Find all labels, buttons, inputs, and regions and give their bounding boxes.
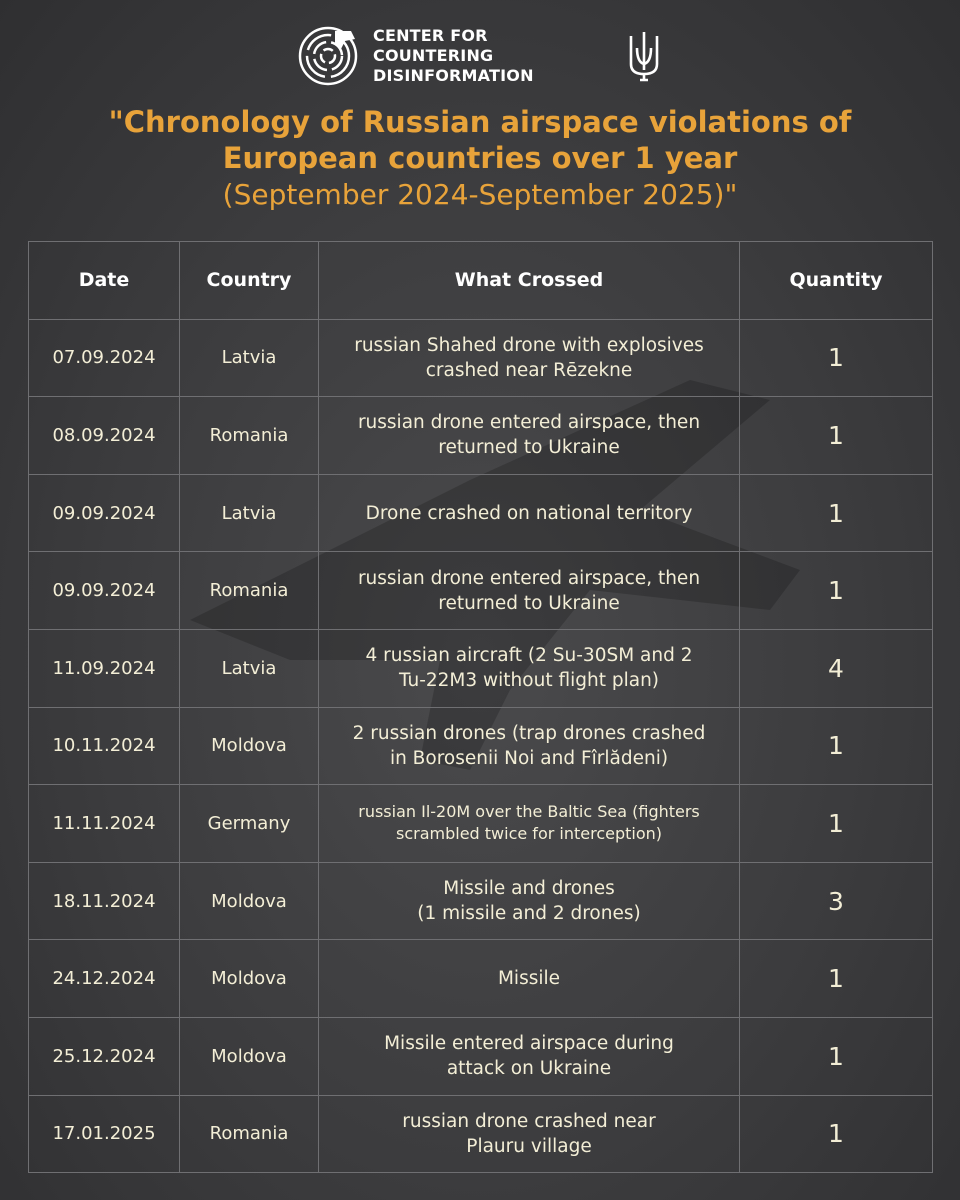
- cell-date: 08.09.2024: [29, 397, 180, 475]
- cell-quantity: 1: [740, 785, 933, 863]
- what-line2: returned to Ukraine: [438, 437, 620, 459]
- what-line2: crashed near Rēzekne: [425, 359, 633, 381]
- table-row: [29, 785, 933, 863]
- header-what-crossed: What Crossed: [319, 242, 740, 320]
- header-quantity: Quantity: [740, 242, 933, 320]
- cell-what-crossed: [319, 940, 740, 1018]
- cell-country: Latvia: [180, 319, 319, 397]
- what-line1: 2 russian drones (trap drones crashed: [352, 722, 706, 744]
- what-line1: russian drone entered airspace, then: [357, 412, 701, 434]
- what-line1: Missile: [497, 968, 561, 990]
- cell-quantity: 4: [740, 629, 933, 707]
- table-row: [29, 552, 933, 630]
- cell-date: 07.09.2024: [29, 319, 180, 397]
- cell-what-crossed: [319, 629, 740, 707]
- cell-what-crossed: [319, 1017, 740, 1095]
- cell-date: 11.09.2024: [29, 629, 180, 707]
- header: [0, 26, 960, 86]
- what-line1: russian Shahed drone with explosives: [354, 334, 704, 356]
- cell-date: 24.12.2024: [29, 940, 180, 1018]
- title-line2: European countries over 1 year: [222, 141, 738, 175]
- cell-country: Germany: [180, 785, 319, 863]
- cell-quantity: 3: [740, 862, 933, 940]
- cell-country: Latvia: [180, 629, 319, 707]
- header-date: Date: [29, 242, 180, 320]
- cell-what-crossed: [319, 1095, 740, 1173]
- title-line1: "Chronology of Russian airspace violations of: [108, 105, 852, 139]
- cell-what-crossed: [319, 785, 740, 863]
- table-row: [29, 397, 933, 475]
- cell-quantity: 1: [740, 940, 933, 1018]
- table-row: [29, 1017, 933, 1095]
- cell-date: 10.11.2024: [29, 707, 180, 785]
- cell-what-crossed: [319, 474, 740, 552]
- org-name-line1: CENTER FOR COUNTERING: [373, 26, 494, 65]
- what-line2: Tu-22M3 without flight plan): [398, 670, 660, 692]
- what-line1: russian Il-20M over the Baltic Sea (fighters: [358, 802, 700, 822]
- header-country: Country: [180, 242, 319, 320]
- what-line2: in Borosenii Noi and Fîrlădeni): [389, 747, 669, 769]
- table-row: [29, 629, 933, 707]
- organization-name: [373, 26, 609, 86]
- cell-what-crossed: [319, 319, 740, 397]
- table-row: [29, 1095, 933, 1173]
- cell-date: 09.09.2024: [29, 474, 180, 552]
- what-line1: Missile entered airspace during: [384, 1033, 674, 1055]
- table-row: [29, 319, 933, 397]
- cell-date: 18.11.2024: [29, 862, 180, 940]
- cell-what-crossed: [319, 707, 740, 785]
- what-line2: (1 missile and 2 drones): [417, 903, 641, 925]
- what-line1: russian drone crashed near: [402, 1110, 656, 1132]
- what-line1: Missile and drones: [443, 878, 615, 900]
- page-title: [0, 104, 960, 214]
- what-line1: russian drone entered airspace, then: [357, 567, 701, 589]
- title-date-range: (September 2024-September 2025)": [222, 178, 738, 211]
- what-line1: Drone crashed on national territory: [365, 502, 693, 524]
- table-row: [29, 940, 933, 1018]
- cell-what-crossed: [319, 397, 740, 475]
- table-row: [29, 707, 933, 785]
- cell-country: Moldova: [180, 862, 319, 940]
- what-line2: returned to Ukraine: [438, 592, 620, 614]
- org-name-line2: DISINFORMATION: [373, 66, 534, 85]
- violations-table: [28, 241, 933, 1173]
- cell-what-crossed: [319, 862, 740, 940]
- what-line2: attack on Ukraine: [446, 1058, 612, 1080]
- cell-quantity: 1: [740, 474, 933, 552]
- cell-what-crossed: [319, 552, 740, 630]
- cell-date: 25.12.2024: [29, 1017, 180, 1095]
- cell-country: Latvia: [180, 474, 319, 552]
- ukraine-trident-icon: [625, 30, 663, 82]
- cell-quantity: 1: [740, 319, 933, 397]
- cell-quantity: 1: [740, 1095, 933, 1173]
- cell-country: Moldova: [180, 940, 319, 1018]
- cell-country: Romania: [180, 552, 319, 630]
- cell-quantity: 1: [740, 552, 933, 630]
- maze-eagle-logo-icon: [297, 25, 359, 87]
- table-row: [29, 474, 933, 552]
- what-line1: 4 russian aircraft (2 Su-30SM and 2: [365, 645, 693, 667]
- cell-date: 17.01.2025: [29, 1095, 180, 1173]
- cell-quantity: 1: [740, 397, 933, 475]
- cell-country: Romania: [180, 397, 319, 475]
- what-line2: Plauru village: [466, 1135, 592, 1157]
- cell-quantity: 1: [740, 1017, 933, 1095]
- table-header-row: [29, 242, 933, 320]
- cell-quantity: 1: [740, 707, 933, 785]
- cell-date: 11.11.2024: [29, 785, 180, 863]
- cell-country: Romania: [180, 1095, 319, 1173]
- table-row: [29, 862, 933, 940]
- cell-date: 09.09.2024: [29, 552, 180, 630]
- cell-country: Moldova: [180, 1017, 319, 1095]
- what-line2: scrambled twice for interception): [395, 824, 663, 844]
- cell-country: Moldova: [180, 707, 319, 785]
